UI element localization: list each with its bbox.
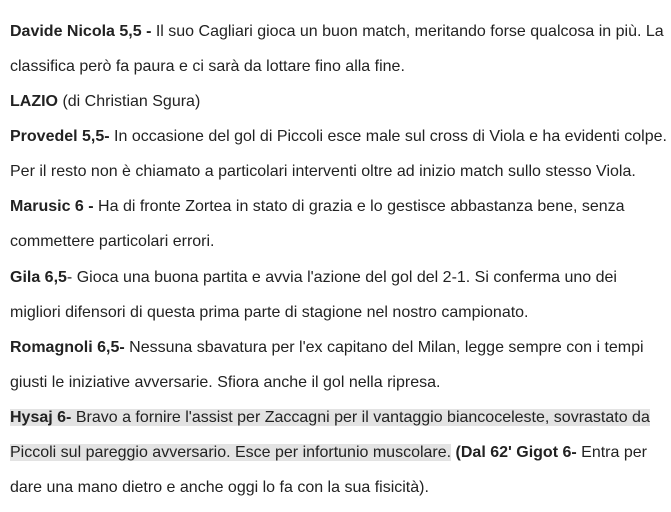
paragraph-line (10, 189, 625, 224)
rating-text: giusti le iniziative avversarie. Sfiora anche il gol nella ripresa. (10, 374, 441, 391)
player-name: Gila 6,5 (10, 269, 67, 286)
paragraph-line (10, 470, 650, 505)
paragraph-line (10, 330, 644, 365)
rating-text: Per il resto non è chiamato a particolari interventi oltre ad inizio match sullo stesso Viola. (10, 163, 636, 180)
rating-text: Piccoli sul pareggio avversario. Esce per infortunio muscolare. (10, 444, 452, 461)
rating-text: Ha di fronte Zortea in stato di grazia e lo gestisce abbastanza bene, senza (93, 198, 625, 215)
paragraph-line (10, 119, 667, 154)
rating-text: dare una mano dietro e anche oggi lo fa con la sua fisicità). (10, 479, 429, 496)
substitute-name: (Dal 62' Gigot 6- (455, 444, 577, 461)
paragraph-line (10, 260, 617, 295)
paragraph-line (10, 435, 650, 470)
paragraph-line (10, 295, 617, 330)
paragraph-provedel-body (10, 119, 667, 189)
rating-text: Entra per (576, 444, 647, 461)
player-name: Davide Nicola 5,5 - (10, 23, 152, 40)
rating-text: - Gioca una buona partita e avvia l'azione del gol del 2-1. Si conferma uno dei (66, 269, 617, 286)
paragraph-hysaj (10, 400, 650, 505)
paragraph-marusic (10, 189, 625, 259)
rating-text: classifica però fa paura e ci sarà da lottare fino alla fine. (10, 58, 405, 75)
rating-text: Il suo Cagliari gioca un buon match, meritando forse qualcosa in più. La (151, 23, 664, 40)
paragraph-line (10, 365, 644, 400)
player-name: Romagnoli 6,5- (10, 339, 125, 356)
paragraph-line (10, 400, 650, 435)
player-name: Provedel 5,5- (10, 128, 110, 145)
paragraph-line (10, 154, 667, 189)
rating-text: Nessuna sbavatura per l'ex capitano del Milan, legge sempre con i tempi (124, 339, 644, 356)
player-name: Marusic 6 - (10, 198, 94, 215)
player-name: Hysaj 6- (10, 409, 72, 426)
highlighted-text (10, 444, 451, 461)
paragraph-gila (10, 260, 617, 330)
paragraph-nicola (10, 14, 664, 84)
team-name: LAZIO (10, 93, 58, 110)
paragraph-line (10, 84, 200, 119)
paragraph-line (10, 49, 664, 84)
rating-text: commettere particolari errori. (10, 233, 215, 250)
section-heading-lazio (10, 84, 200, 119)
paragraph-line (10, 14, 664, 49)
author-credit: (di Christian Sgura) (58, 93, 201, 110)
rating-text: migliori difensori di questa prima parte di stagione nel nostro campionato. (10, 304, 529, 321)
rating-text: In occasione del gol di Piccoli esce male sul cross di Viola e ha evidenti colpe. (109, 128, 667, 145)
highlighted-text (10, 409, 650, 426)
paragraph-romagnoli (10, 330, 644, 400)
paragraph-line (10, 224, 625, 259)
rating-text: Bravo a fornire l'assist per Zaccagni per il vantaggio biancoceleste, sovrastato da (71, 409, 650, 426)
